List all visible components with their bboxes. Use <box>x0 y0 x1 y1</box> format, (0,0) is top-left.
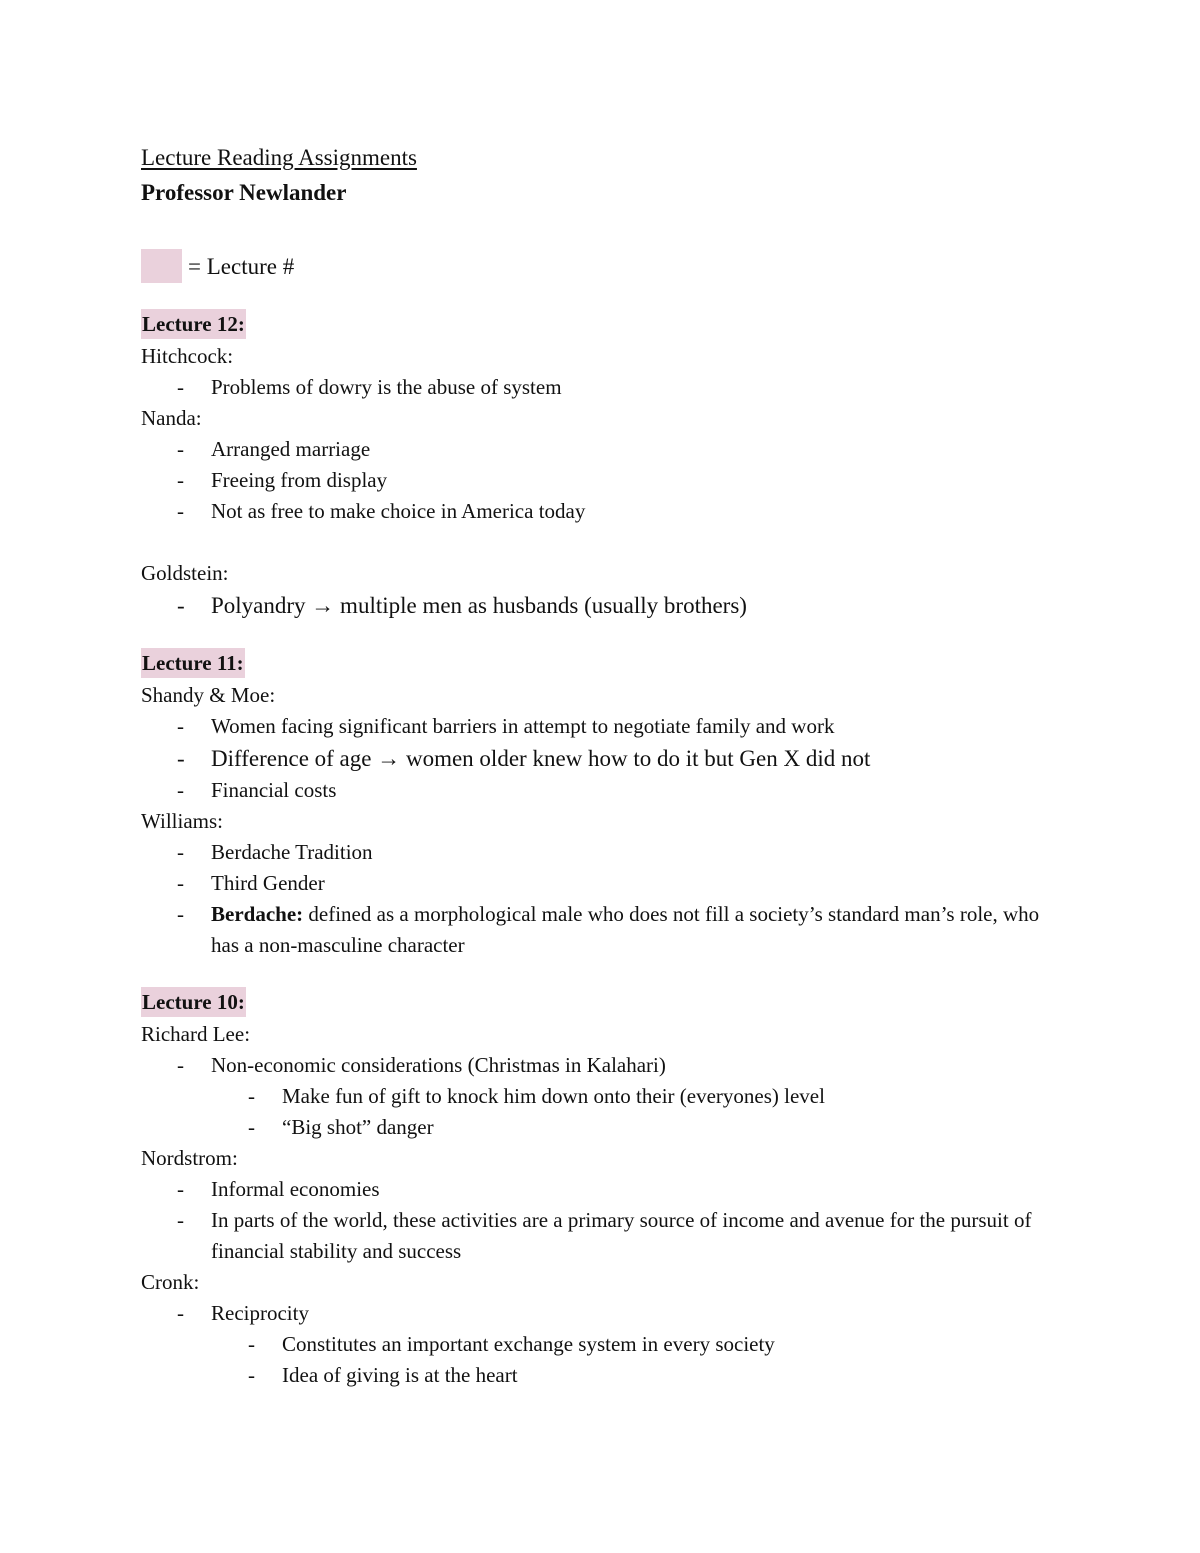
note-list <box>141 589 1061 622</box>
sub-list-item: - Make fun of gift to knock him down onto their (everyones) level <box>141 1081 1061 1112</box>
list-item: - Difference of age → women older knew how to do it but Gen X did not <box>141 742 1061 775</box>
definition-text: defined as a morphological male who does not fill a society’s standard man’s role, who has a non-masculine character <box>211 902 1040 957</box>
author-name: Hitchcock: <box>141 344 234 368</box>
page-title: Lecture Reading Assignments <box>141 145 417 170</box>
sub-list-item: - “Big shot” danger <box>141 1112 1061 1143</box>
list-item: - Berdache Tradition <box>141 837 1061 868</box>
note-list <box>141 1174 1061 1267</box>
note-list <box>141 1298 1061 1391</box>
document-page <box>141 141 1061 1391</box>
author-name: Richard Lee: <box>141 1022 251 1046</box>
list-item: - Problems of dowry is the abuse of system <box>141 372 1061 403</box>
list-item: - Arranged marriage <box>141 434 1061 465</box>
note-list <box>141 711 1061 806</box>
sub-list-item: - Idea of giving is at the heart <box>141 1360 1061 1391</box>
list-item: - Financial costs <box>141 775 1061 806</box>
lecture-heading: Lecture 12: <box>141 309 246 339</box>
list-item: - Non-economic considerations (Christmas in Kalahari) <box>141 1050 1061 1081</box>
note-list <box>141 372 1061 403</box>
note-list <box>141 837 1061 961</box>
author-name: Williams: <box>141 809 223 833</box>
definition-item <box>141 899 1061 961</box>
sub-list-item: - Constitutes an important exchange system in every society <box>141 1329 1061 1360</box>
list-item: - In parts of the world, these activities are a primary source of income and avenue for the pursuit of financial stability and success <box>141 1205 1061 1267</box>
note-list <box>141 434 1061 527</box>
list-item: - Reciprocity <box>141 1298 1061 1329</box>
legend-label: = Lecture # <box>188 253 295 279</box>
author-name: Shandy & Moe: <box>141 683 276 707</box>
author-name: Nanda: <box>141 406 202 430</box>
list-item: - Women facing significant barriers in attempt to negotiate family and work <box>141 711 1061 742</box>
definition-term: Berdache: <box>211 902 304 926</box>
author-name: Goldstein: <box>141 561 229 585</box>
lecture-section-12 <box>141 309 1061 622</box>
list-item: - Not as free to make choice in America today <box>141 496 1061 527</box>
lecture-heading: Lecture 10: <box>141 987 246 1017</box>
list-item: - Third Gender <box>141 868 1061 899</box>
lecture-heading: Lecture 11: <box>141 648 245 678</box>
legend-swatch <box>141 249 182 283</box>
professor-name: Professor Newlander <box>141 180 347 205</box>
lecture-section-11 <box>141 648 1061 961</box>
list-item: - Freeing from display <box>141 465 1061 496</box>
note-list <box>141 1050 1061 1143</box>
author-name: Cronk: <box>141 1270 200 1294</box>
list-item: - Polyandry → multiple men as husbands (usually brothers) <box>141 589 1061 622</box>
color-legend <box>141 248 1061 284</box>
list-item: - Informal economies <box>141 1174 1061 1205</box>
lecture-section-10 <box>141 987 1061 1391</box>
author-name: Nordstrom: <box>141 1146 238 1170</box>
